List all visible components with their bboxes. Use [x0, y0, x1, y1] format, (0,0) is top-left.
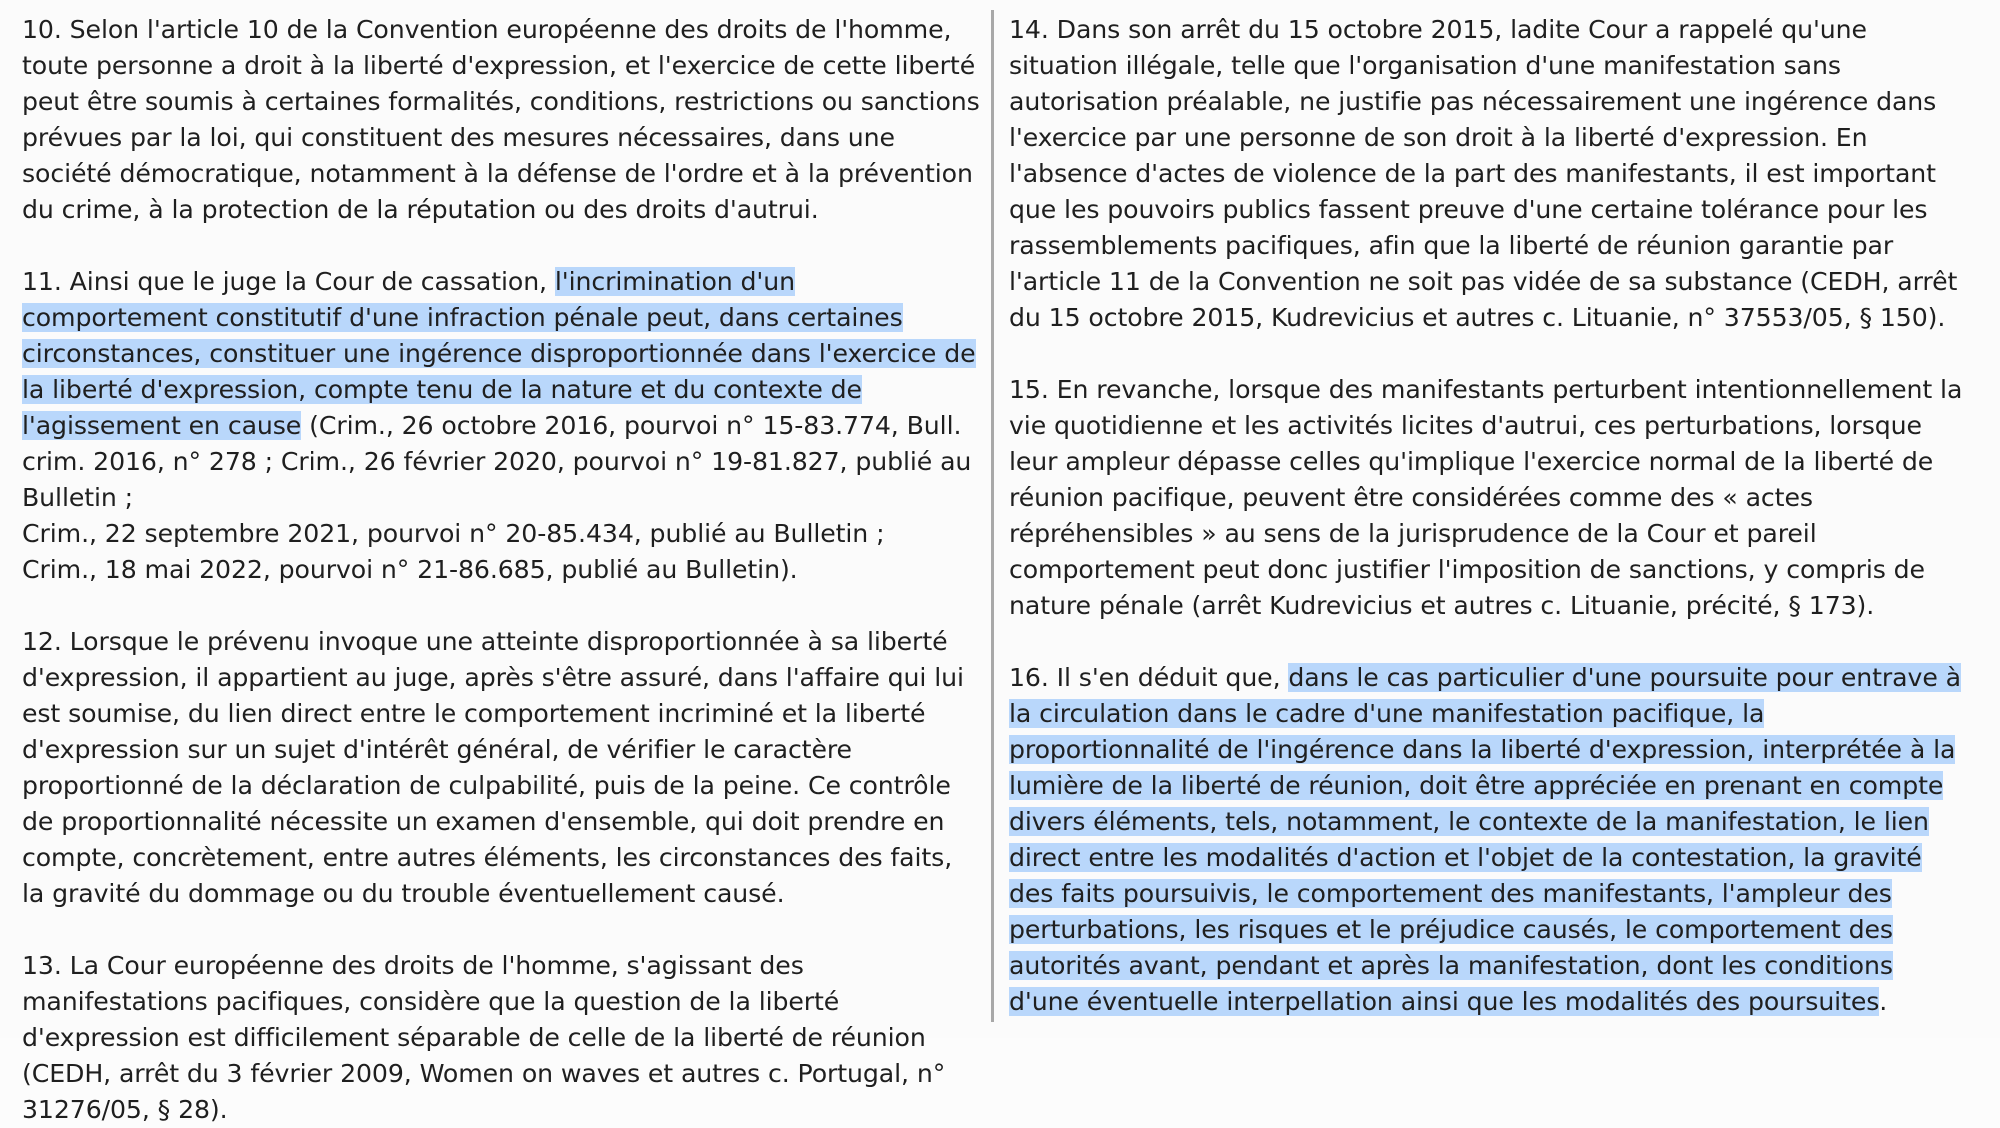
paragraph-11-lead[interactable]: 11. Ainsi que le juge la Cour de cassation, — [22, 267, 555, 296]
paragraph-16-selected-text[interactable]: dans le cas particulier d'une poursuite pour entrave à la circulation dans le cadre d'une manifestation pacifique, la proportionnalité de l'ingérence dans la liberté d'expression, interprétée à la lumière de la liberté de réunion, doit être appréciée en prenant en compte divers éléments, tels, notamment, le contexte de la manifestation, le lien direct entre les modalités d'action et l'objet de la contestation, la gravité des faits poursuivis, le comportement des manifestants, l'ampleur des perturbations, les risques et le préjudice causés, le comportement des autorités avant, pendant et après la manifestation, dont les conditions d'une éventuelle interpellation ainsi que les modalités des poursuites — [1009, 663, 1961, 1016]
paragraph-11-selected-text[interactable]: l'incrimination d'un comportement constitutif d'une infraction pénale peut, dans certaines circonstances, constituer une ingérence disproportionnée dans l'exercice de la liberté d'expression, compte tenu de la nature et du contexte de l'agissement en cause — [22, 267, 976, 440]
paragraph-15-text[interactable]: 15. En revanche, lorsque des manifestants perturbent intentionnellement la vie quotidienne et les activités licites d'autrui, ces perturbations, lorsque leur ampleur dépasse celles qu'implique l'exercice normal de la liberté de réunion pacifique, peuvent être considérées comme des « actes répréhensibles » au sens de la jurisprudence de la Cour et pareil comportement peut donc justifier l'imposition de sanctions, y compris de nature pénale (arrêt Kudrevicius et autres c. Lituanie, précité, § 173). — [1009, 375, 1963, 620]
right-column — [1009, 12, 1967, 1020]
paragraph-16[interactable] — [1009, 660, 1967, 1020]
left-column — [22, 12, 982, 1128]
paragraph-12[interactable] — [22, 624, 982, 912]
paragraph-14[interactable] — [1009, 12, 1967, 336]
paragraph-11-citations[interactable]: (Crim., 26 octobre 2016, pourvoi n° 15-83.774, Bull. crim. 2016, n° 278 ; Crim., 26 février 2020, pourvoi n° 19-81.827, publié au Bulletin ; — [22, 411, 972, 512]
paragraph-13[interactable] — [22, 948, 982, 1128]
paragraph-13-text[interactable]: 13. La Cour européenne des droits de l'homme, s'agissant des manifestations pacifiques, considère que la question de la liberté d'expression est difficilement séparable de celle de la liberté de réunion (CEDH, arrêt du 3 février 2009, Women on waves et autres c. Portugal, n° 31276/05, § 28). — [22, 951, 946, 1124]
paragraph-11-citation-line-2[interactable]: Crim., 22 septembre 2021, pourvoi n° 20-85.434, publié au Bulletin ; — [22, 519, 885, 548]
paragraph-12-text[interactable]: 12. Lorsque le prévenu invoque une atteinte disproportionnée à sa liberté d'expression, il appartient au juge, après s'être assuré, dans l'affaire qui lui est soumise, du lien direct entre le comportement incriminé et la liberté d'expression sur un sujet d'intérêt général, de vérifier le caractère proportionné de la déclaration de culpabilité, puis de la peine. Ce contrôle de proportionnalité nécessite un examen d'ensemble, qui doit prendre en compte, concrètement, entre autres éléments, les circonstances des faits, la gravité du dommage ou du trouble éventuellement causé. — [22, 627, 964, 908]
paragraph-10-text[interactable]: 10. Selon l'article 10 de la Convention européenne des droits de l'homme, toute personne a droit à la liberté d'expression, et l'exercice de cette liberté peut être soumis à certaines formalités, conditions, restrictions ou sanctions prévues par la loi, qui constituent des mesures nécessaires, dans une société démocratique, notamment à la défense de l'ordre et à la prévention du crime, à la protection de la réputation ou des droits d'autrui. — [22, 15, 980, 224]
paragraph-11-citation-line-3[interactable]: Crim., 18 mai 2022, pourvoi n° 21-86.685, publié au Bulletin). — [22, 555, 798, 584]
paragraph-16-end[interactable]: . — [1879, 987, 1888, 1016]
column-divider — [991, 10, 994, 1022]
paragraph-11[interactable] — [22, 264, 982, 588]
paragraph-10[interactable] — [22, 12, 982, 228]
paragraph-15[interactable] — [1009, 372, 1967, 624]
paragraph-16-lead[interactable]: 16. Il s'en déduit que, — [1009, 663, 1289, 692]
paragraph-14-text[interactable]: 14. Dans son arrêt du 15 octobre 2015, ladite Cour a rappelé qu'une situation illégale, telle que l'organisation d'une manifestation sans autorisation préalable, ne justifie pas nécessairement une ingérence dans l'exercice par une personne de son droit à la liberté d'expression. En l'absence d'actes de violence de la part des manifestants, il est important que les pouvoirs publics fassent preuve d'une certaine tolérance pour les rassemblements pacifiques, afin que la liberté de réunion garantie par l'article 11 de la Convention ne soit pas vidée de sa substance (CEDH, arrêt du 15 octobre 2015, Kudrevicius et autres c. Lituanie, n° 37553/05, § 150). — [1009, 15, 1958, 332]
